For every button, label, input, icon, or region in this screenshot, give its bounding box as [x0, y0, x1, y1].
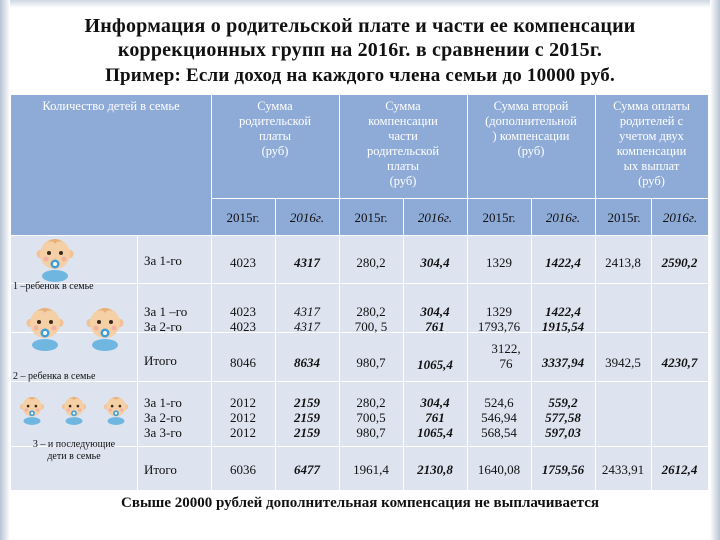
title-line-2: коррекционных групп на 2016г. в сравнении с 2015г. [117, 39, 603, 61]
year-header: 2015г. [226, 210, 260, 225]
cell: 1329 [486, 255, 512, 270]
row-label: За 1-го [144, 253, 182, 268]
row-label: Итого [144, 462, 177, 477]
cell: 304,4 [420, 255, 450, 270]
baby-icon [61, 395, 87, 425]
cell: 1640,08 [477, 462, 521, 477]
cell: 2590,2 [661, 255, 698, 270]
group-label-three-children: 3 – и последующие дети в семье [32, 439, 116, 462]
group-label-one-child: 1 –ребенок в семье [13, 281, 94, 292]
cell: 980,7 [356, 355, 386, 370]
header-second-compensation: Сумма второй (дополнительной ) компенсации (руб) [485, 99, 577, 158]
right-frame [710, 0, 720, 540]
header-children-count: Количество детей в семье [42, 99, 180, 113]
cell: 4230,7 [661, 355, 698, 370]
cell: 1329 1793,76 [477, 304, 521, 334]
left-frame [0, 0, 10, 540]
top-frame [0, 0, 720, 8]
year-header: 2016г. [289, 210, 325, 225]
cell: 6036 [230, 462, 256, 477]
cell: 8046 [230, 355, 256, 370]
cell: 2612,4 [661, 462, 698, 477]
cell: 8634 [294, 355, 320, 370]
year-header: 2015г. [354, 210, 388, 225]
cell: 524,6 546,94 568,54 [481, 395, 517, 440]
cell: 280,2 [356, 255, 386, 270]
cell: 280,2 700,5 980,7 [356, 395, 386, 440]
subtitle: Пример: Если доход на каждого члена семьи до 10000 руб. [105, 65, 615, 86]
cell: 304,4 761 [420, 304, 450, 334]
cell: 280,2 700, 5 [354, 304, 388, 334]
cell: 2413,8 [605, 255, 641, 270]
cell: 559,2 577,58 597,03 [545, 395, 581, 440]
cell: 1422,4 [545, 255, 581, 270]
cell: 2433,91 [601, 462, 645, 477]
year-header: 2015г. [482, 210, 516, 225]
year-header: 2015г. [607, 210, 641, 225]
cell: 1065,4 [417, 357, 453, 372]
footer-note: Свыше 20000 рублей дополнительная компенсация не выплачивается [121, 495, 599, 511]
cell: 304,4 761 1065,4 [417, 395, 453, 440]
row-label: За 1-го За 2-го За 3-го [144, 395, 182, 440]
cell: 1961,4 [353, 462, 389, 477]
header-parent-fee: Сумма родительской платы (руб) [238, 99, 312, 158]
row-label: Итого [144, 353, 177, 368]
cell: 2159 2159 2159 [294, 395, 320, 440]
header-compensation: Сумма компенсации части родительской платы (руб) [366, 99, 440, 188]
baby-icon [25, 305, 65, 351]
group-label-two-children: 2 – ребенка в семье [13, 371, 96, 382]
row-label: За 1 –го За 2-го [144, 304, 188, 334]
header-total-payment: Сумма оплаты родителей с учетом двух компенсации ых выплат (руб) [613, 99, 690, 188]
cell: 4317 4317 [294, 304, 320, 334]
cell: 2130,8 [417, 462, 453, 477]
cell: 3942,5 [605, 355, 641, 370]
cell: 2012 2012 2012 [230, 395, 256, 440]
year-header: 2016г. [662, 210, 698, 225]
cell: 4023 4023 [230, 304, 256, 334]
data-table [11, 95, 708, 490]
cell: 4317 [294, 255, 320, 270]
cell: 3122, 76 [491, 341, 521, 371]
cell: 6477 [294, 462, 320, 477]
baby-icon [85, 305, 125, 351]
year-header: 2016г. [545, 210, 581, 225]
cell: 1422,4 1915,54 [541, 304, 585, 334]
baby-icon [19, 395, 45, 425]
cell: 3337,94 [541, 355, 585, 370]
baby-icon [103, 395, 129, 425]
title-line-1: Информация о родительской плате и части ее компенсации [84, 15, 636, 37]
year-header: 2016г. [417, 210, 453, 225]
baby-icon [35, 236, 75, 282]
cell: 1759,56 [541, 462, 585, 477]
cell: 4023 [230, 255, 256, 270]
